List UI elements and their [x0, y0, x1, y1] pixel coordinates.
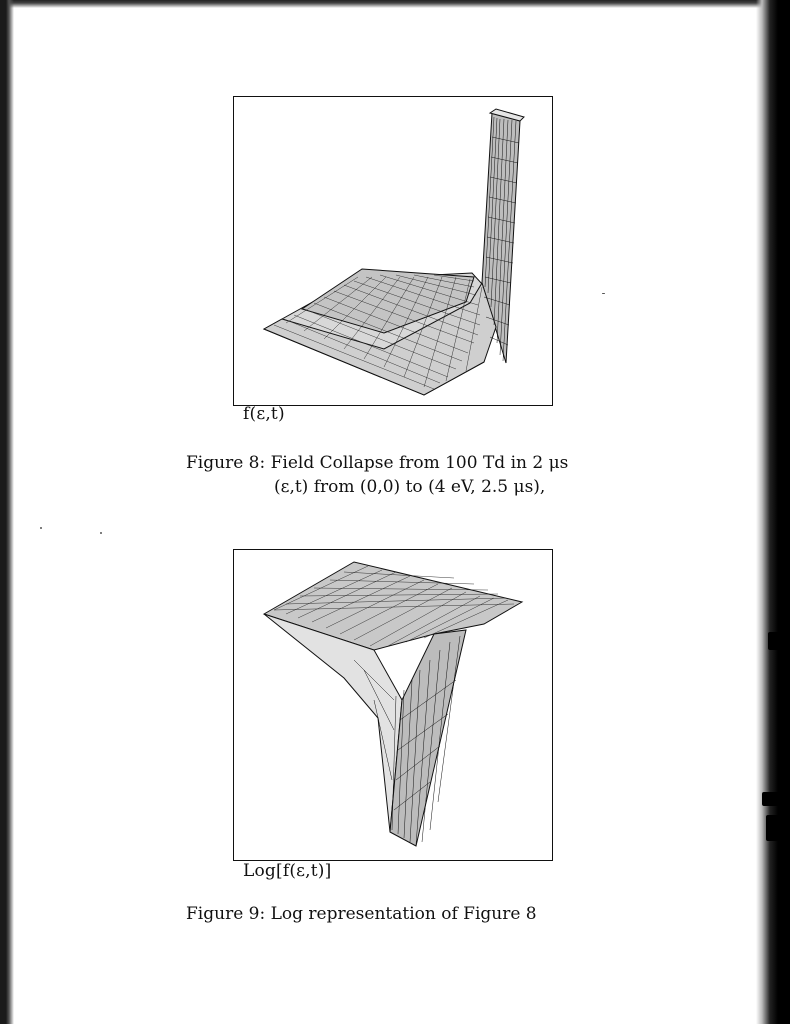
- scan-speck: [100, 532, 102, 534]
- figure8-caption-line2: (ε,t) from (0,0) to (4 eV, 2.5 μs),: [274, 477, 546, 497]
- figure9-surface-plot: [234, 550, 553, 861]
- figure8-axis-label: f(ε,t): [243, 404, 285, 424]
- scan-artifact: [762, 792, 780, 806]
- figure8-plot-frame: [233, 96, 553, 406]
- figure9-plot-frame: [233, 549, 553, 861]
- figure8-surface-plot: [234, 97, 553, 406]
- scan-speck: [602, 293, 605, 294]
- figure9-axis-label: Log[f(ε,t)]: [243, 861, 332, 881]
- scan-artifact: [768, 632, 780, 650]
- scan-shadow-right: [756, 0, 790, 1024]
- scan-speck: [40, 527, 42, 529]
- figure8-caption-line1: Figure 8: Field Collapse from 100 Td in 2 μs: [186, 453, 569, 473]
- scan-shadow-top: [0, 0, 790, 8]
- figure9-caption: Figure 9: Log representation of Figure 8: [186, 904, 537, 924]
- scan-artifact: [766, 815, 780, 841]
- figure9-well-front: [390, 630, 466, 846]
- scan-shadow-left: [0, 0, 14, 1024]
